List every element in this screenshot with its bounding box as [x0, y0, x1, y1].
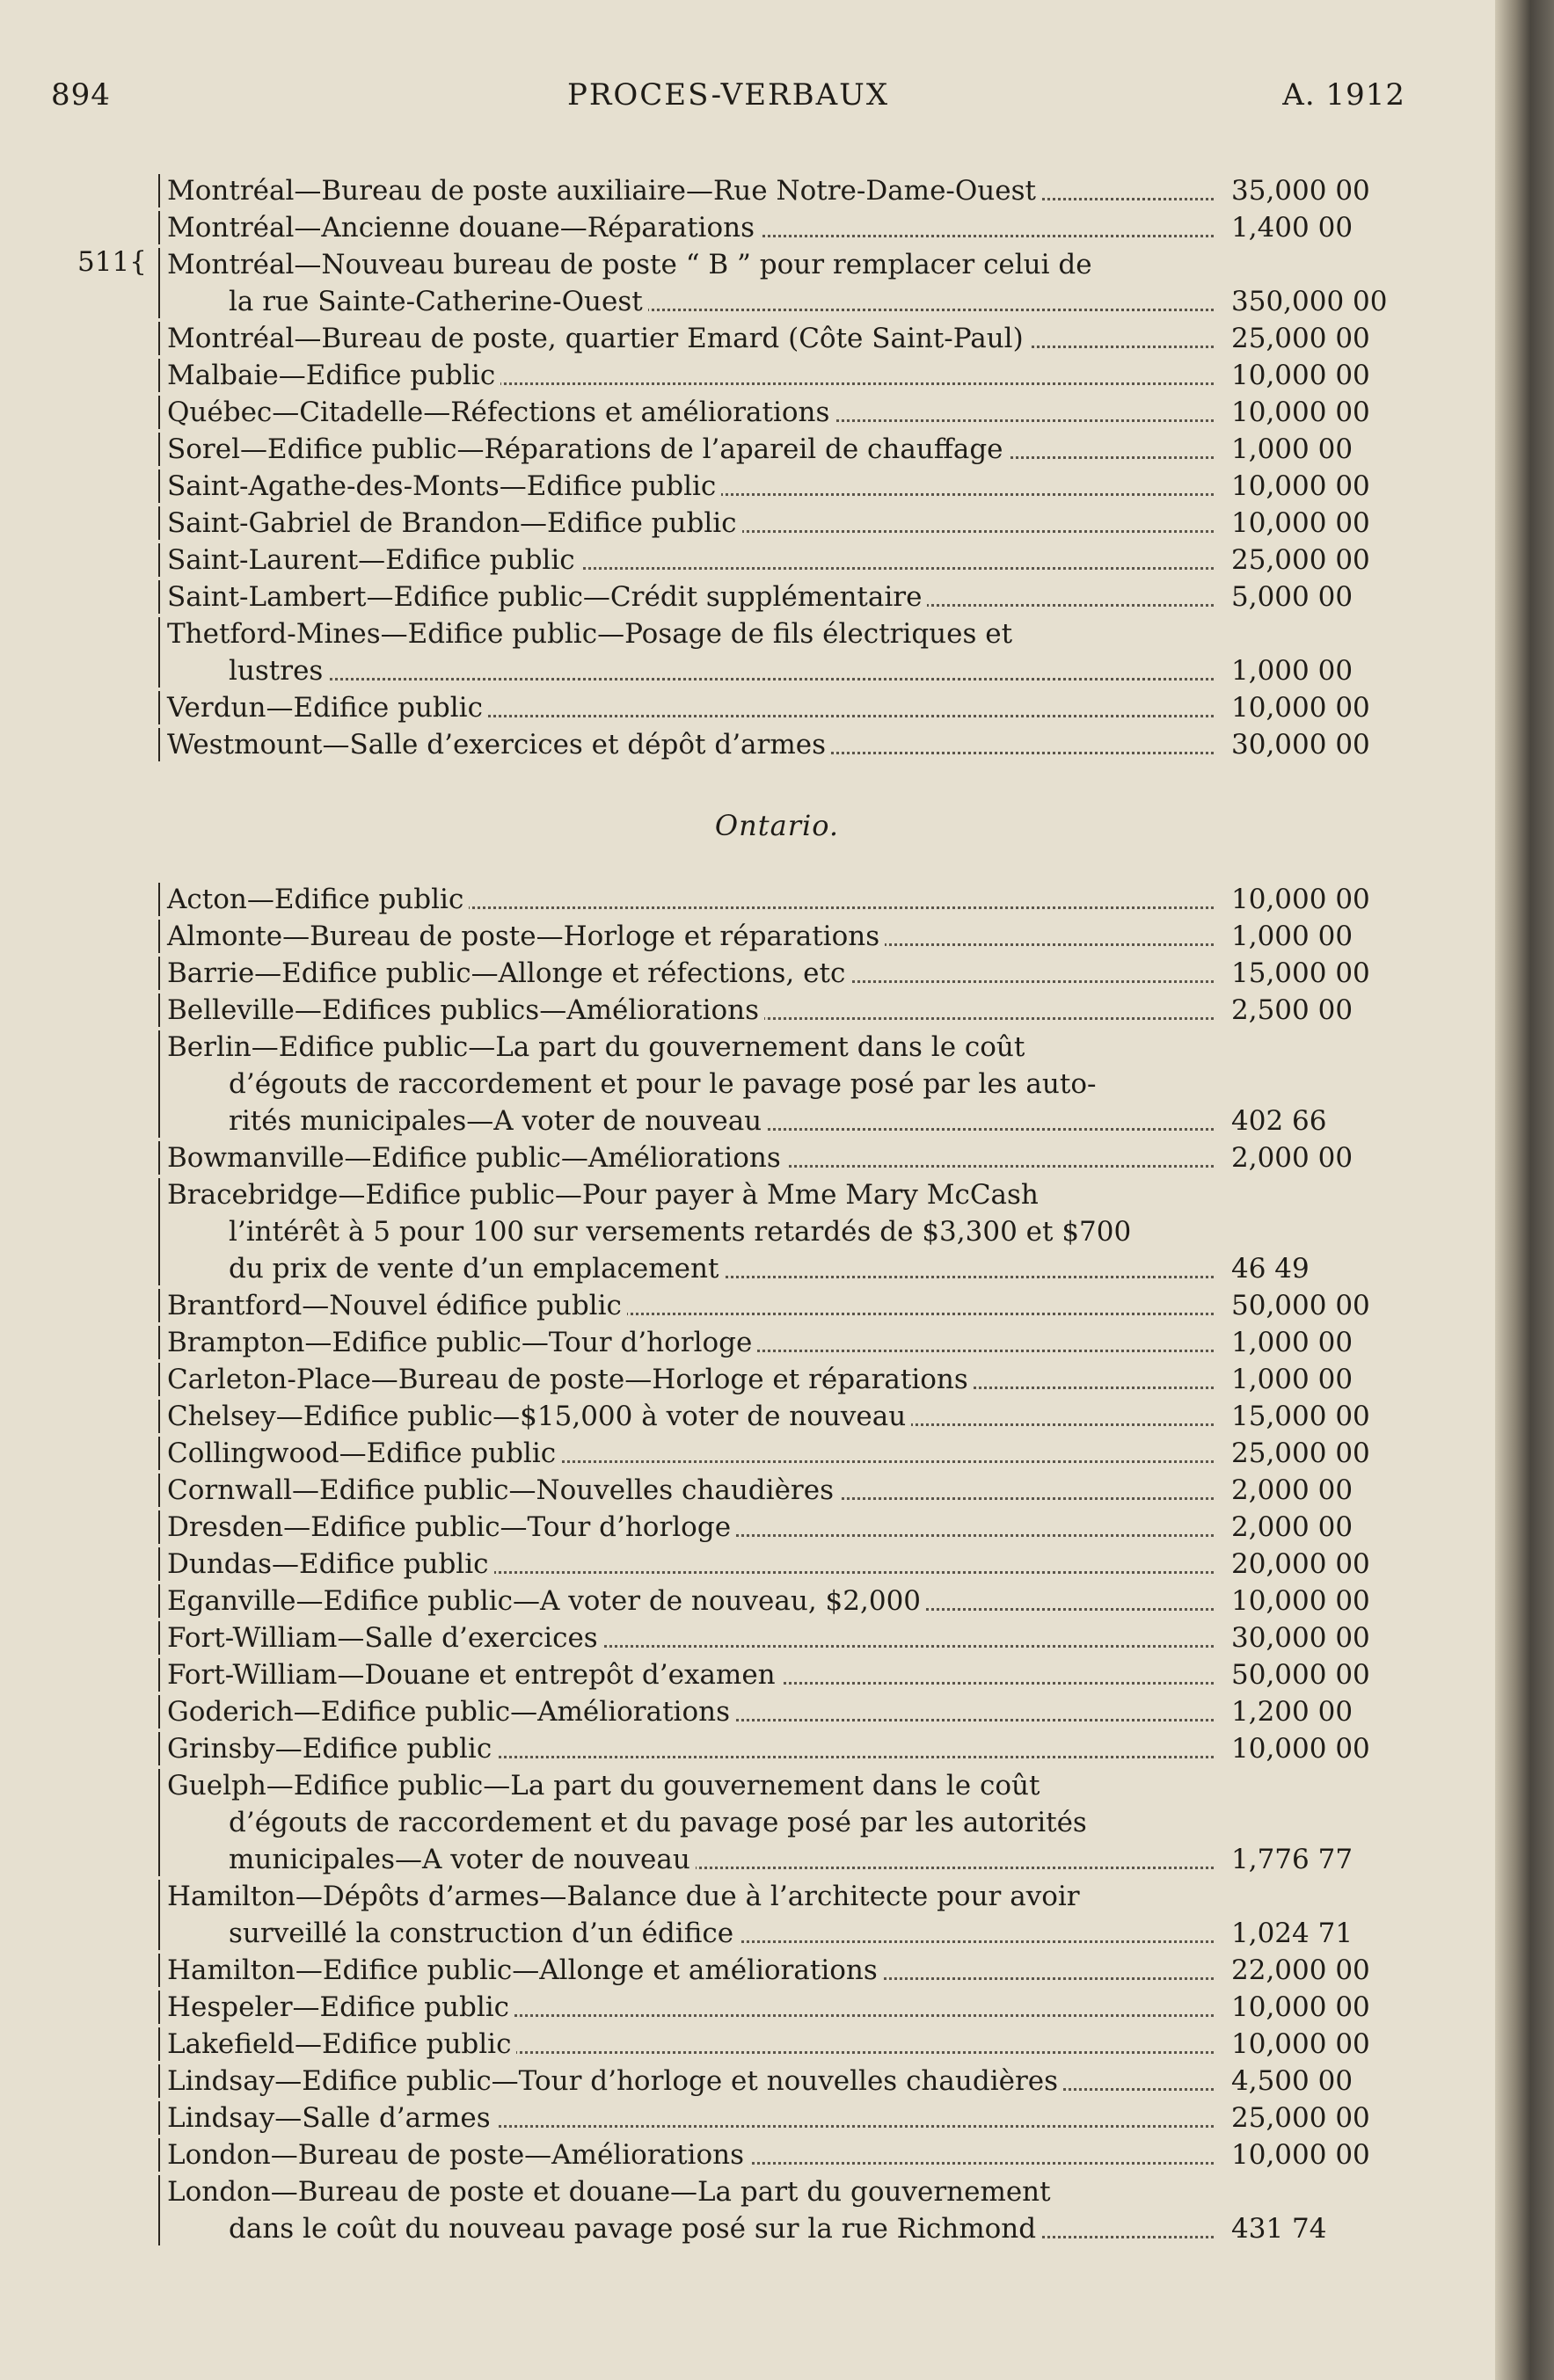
entry-amount: 2,500 00: [1224, 992, 1390, 1029]
entry-text: Lindsay—Edifice public—Tour d’horloge et nouvelles chaudières: [167, 2065, 1063, 2097]
entry-line: [167, 1361, 1390, 1398]
entry-text: Brantford—Nouvel édifice public: [167, 1290, 627, 1321]
ledger-entry: [167, 2136, 1390, 2173]
ledger-entry: [167, 1730, 1390, 1767]
entry-text: Lindsay—Salle d’armes: [167, 2102, 496, 2134]
entry-text: Grinsby—Edifice public: [167, 1733, 497, 1765]
entry-text: Westmount—Salle d’exercices et dépôt d’armes: [167, 729, 831, 761]
bracket-rule: [158, 2175, 160, 2245]
entry-line: [167, 2173, 1390, 2210]
entry-text: Belleville—Edifices publics—Améliorations: [167, 994, 764, 1026]
bracket-rule: [158, 396, 160, 429]
entry-line: [167, 2026, 1390, 2063]
entry-line: [167, 955, 1390, 992]
entry-text: Goderich—Edifice public—Améliorations: [167, 1696, 735, 1728]
ledger-entry: [167, 431, 1390, 468]
bracket-rule: [158, 506, 160, 540]
ledger-entry: [167, 2100, 1390, 2136]
entry-amount: 1,000 00: [1224, 1361, 1390, 1398]
bracket-rule: [158, 1732, 160, 1765]
entry-amount: 20,000 00: [1224, 1546, 1390, 1583]
bracket-rule: [158, 322, 160, 355]
entry-line: [167, 505, 1390, 542]
entry-text: la rue Sainte-Catherine-Ouest: [229, 286, 648, 317]
entry-line: [167, 1878, 1390, 1915]
bracket-rule: [158, 1769, 160, 1876]
entry-amount: 25,000 00: [1224, 542, 1390, 579]
ledger-entry: [167, 1139, 1390, 1176]
entry-text: Collingwood—Edifice public: [167, 1437, 561, 1469]
ledger-entry: [167, 1656, 1390, 1693]
ledger-entry: [167, 955, 1390, 992]
vote-number-label: 511: [77, 246, 130, 278]
bracket-rule: [158, 1510, 160, 1544]
entry-text: Hamilton—Dépôts d’armes—Balance due à l’architecte pour avoir: [167, 1881, 1085, 1912]
entry-line: [167, 1583, 1390, 1619]
bracket-rule: [158, 1141, 160, 1175]
entry-line: [167, 2210, 1390, 2247]
entry-text: lustres: [229, 655, 328, 687]
ledger-entry: [167, 394, 1390, 431]
entry-line: [167, 1915, 1390, 1952]
entry-text: Thetford-Mines—Edifice public—Posage de fils électriques et: [167, 618, 1018, 650]
bracket-rule: [158, 1289, 160, 1322]
ledger-entry: [167, 881, 1390, 918]
bracket-rule: [158, 1400, 160, 1433]
page-title: PROCES-VERBAUX: [566, 77, 890, 113]
entry-line: [167, 1619, 1390, 1656]
entry-amount: 1,000 00: [1224, 652, 1390, 689]
ledger-entry: [167, 468, 1390, 505]
entry-amount: 1,000 00: [1224, 1324, 1390, 1361]
entry-amount: 30,000 00: [1224, 726, 1390, 763]
bracket-rule: [158, 359, 160, 392]
entry-text: surveillé la construction d’un édifice: [229, 1918, 739, 1949]
entry-amount: 1,000 00: [1224, 431, 1390, 468]
entry-line: [167, 1546, 1390, 1583]
entry-amount: 10,000 00: [1224, 1989, 1390, 2026]
bracket-rule: [158, 1474, 160, 1507]
entry-text: Montréal—Bureau de poste, quartier Emard (Côte Saint-Paul): [167, 323, 1029, 354]
entry-text: Chelsey—Edifice public—$15,000 à voter de nouveau: [167, 1401, 911, 1432]
entry-amount: 2,000 00: [1224, 1472, 1390, 1509]
entry-line: [167, 394, 1390, 431]
entry-amount: 10,000 00: [1224, 2136, 1390, 2173]
bracket-rule: [158, 1658, 160, 1692]
bracket-rule: [158, 1954, 160, 1987]
entry-line: [167, 1213, 1390, 1250]
ledger-entry: [167, 1398, 1390, 1435]
bracket-rule: [158, 1584, 160, 1618]
ledger-entry: [167, 615, 1390, 689]
entry-text: Barrie—Edifice public—Allonge et réfections, etc: [167, 957, 850, 989]
ledger-entry: [167, 1878, 1390, 1952]
bracket-rule: [158, 1991, 160, 2024]
entry-line: [167, 918, 1390, 955]
ledger-entry: [167, 2173, 1390, 2247]
bracket-rule: [158, 2064, 160, 2098]
vote-number: [77, 246, 147, 278]
entry-amount: 2,000 00: [1224, 1139, 1390, 1176]
entry-text: l’intérêt à 5 pour 100 sur versements retardés de $3,300 et $700: [229, 1216, 1136, 1248]
entry-text: Malbaie—Edifice public: [167, 360, 500, 391]
entry-text: d’égouts de raccordement et pour le pavage posé par les auto-: [229, 1068, 1101, 1100]
entry-text: Verdun—Edifice public: [167, 692, 488, 724]
entry-text: Montréal—Bureau de poste auxiliaire—Rue Notre-Dame-Ouest: [167, 175, 1041, 207]
ledger-entry: [167, 1989, 1390, 2026]
entry-line: [167, 1472, 1390, 1509]
entry-amount: 50,000 00: [1224, 1287, 1390, 1324]
entry-line: [167, 542, 1390, 579]
entry-line: [167, 172, 1390, 209]
entry-amount: 15,000 00: [1224, 1398, 1390, 1435]
entry-text: Sorel—Edifice public—Réparations de l’apareil de chauffage: [167, 433, 1009, 465]
entry-line: [167, 283, 1390, 320]
bracket-rule: [158, 1621, 160, 1655]
entry-line: [167, 1841, 1390, 1878]
entry-line: [167, 1324, 1390, 1361]
entry-text: Dundas—Edifice public: [167, 1548, 494, 1580]
entry-text: rités municipales—A voter de nouveau: [229, 1105, 767, 1137]
entry-line: [167, 246, 1390, 283]
entry-line: [167, 1656, 1390, 1693]
brace-icon: {: [129, 246, 147, 278]
ledger-entry: [167, 1029, 1390, 1139]
entry-line: [167, 1066, 1390, 1103]
entry-line: [167, 1103, 1390, 1139]
bracket-rule: [158, 691, 160, 724]
bracket-rule: [158, 957, 160, 990]
bracket-rule: [158, 993, 160, 1027]
entry-text: Almonte—Bureau de poste—Horloge et réparations: [167, 921, 885, 952]
entry-text: dans le coût du nouveau pavage posé sur la rue Richmond: [229, 2213, 1041, 2245]
bracket-rule: [158, 728, 160, 761]
ledger-entry: [167, 357, 1390, 394]
ledger-entry: [167, 1324, 1390, 1361]
entry-line: [167, 726, 1390, 763]
ledger-entry: [167, 2063, 1390, 2100]
entry-amount: 15,000 00: [1224, 955, 1390, 992]
bracket-rule: [158, 174, 160, 207]
ledger-entry: [167, 246, 1390, 320]
ledger-entry: [167, 918, 1390, 955]
entry-text: Fort-William—Salle d’exercices: [167, 1622, 603, 1654]
entry-line: [167, 1139, 1390, 1176]
bracket-rule: [158, 543, 160, 577]
ledger-entry: [167, 1435, 1390, 1472]
entry-amount: 10,000 00: [1224, 689, 1390, 726]
entry-line: [167, 652, 1390, 689]
entry-amount: 10,000 00: [1224, 1583, 1390, 1619]
entry-text: Brampton—Edifice public—Tour d’horloge: [167, 1327, 757, 1358]
entry-amount: 35,000 00: [1224, 172, 1390, 209]
entry-line: [167, 431, 1390, 468]
bracket-rule: [158, 1178, 160, 1285]
section-title-ontario: Ontario.: [714, 809, 840, 842]
bracket-rule: [158, 617, 160, 688]
entry-amount: 2,000 00: [1224, 1509, 1390, 1546]
entry-amount: 10,000 00: [1224, 394, 1390, 431]
entry-line: [167, 2100, 1390, 2136]
entry-line: [167, 1767, 1390, 1804]
bracket-rule: [158, 920, 160, 953]
entry-text: Saint-Gabriel de Brandon—Edifice public: [167, 507, 742, 539]
entry-line: [167, 468, 1390, 505]
entry-line: [167, 1509, 1390, 1546]
entry-line: [167, 1435, 1390, 1472]
entry-text: Saint-Laurent—Edifice public: [167, 544, 580, 576]
entry-text: d’égouts de raccordement et du pavage posé par les autorités: [229, 1807, 1092, 1838]
ledger-entry: [167, 320, 1390, 357]
entry-text: Fort-William—Douane et entrepôt d’examen: [167, 1659, 781, 1691]
ledger-entry: [167, 1583, 1390, 1619]
entry-text: Hespeler—Edifice public: [167, 1991, 514, 2023]
entry-text: Bowmanville—Edifice public—Améliorations: [167, 1142, 786, 1174]
entry-line: [167, 2063, 1390, 2100]
entry-text: Montréal—Nouveau bureau de poste “ B ” pour remplacer celui de: [167, 249, 1098, 280]
ledger-entry: [167, 209, 1390, 246]
entry-line: [167, 1730, 1390, 1767]
bracket-rule: [158, 883, 160, 916]
entry-line: [167, 1952, 1390, 1989]
ledger-entry: [167, 172, 1390, 209]
entry-text: Lakefield—Edifice public: [167, 2028, 516, 2060]
entry-text: Hamilton—Edifice public—Allonge et améliorations: [167, 1954, 883, 1986]
entry-text: Saint-Agathe-des-Monts—Edifice public: [167, 470, 721, 502]
entry-text: Dresden—Edifice public—Tour d’horloge: [167, 1511, 736, 1543]
entry-amount: 10,000 00: [1224, 468, 1390, 505]
entry-amount: 431 74: [1224, 2210, 1390, 2247]
entry-line: [167, 209, 1390, 246]
entry-line: [167, 1176, 1390, 1213]
bracket-rule: [158, 2027, 160, 2061]
entry-amount: 5,000 00: [1224, 579, 1390, 615]
entry-line: [167, 1398, 1390, 1435]
entry-line: [167, 615, 1390, 652]
entry-line: [167, 357, 1390, 394]
entry-amount: 10,000 00: [1224, 881, 1390, 918]
entry-line: [167, 320, 1390, 357]
entry-amount: 25,000 00: [1224, 2100, 1390, 2136]
entry-amount: 50,000 00: [1224, 1656, 1390, 1693]
ledger-entry: [167, 2026, 1390, 2063]
ledger-entry: [167, 992, 1390, 1029]
bracket-rule: [158, 1695, 160, 1729]
entry-line: [167, 1989, 1390, 2026]
ledger-entry: [167, 542, 1390, 579]
ledger-entry: [167, 1619, 1390, 1656]
bracket-rule: [158, 580, 160, 614]
entry-amount: 1,776 77: [1224, 1841, 1390, 1878]
bracket-rule: [158, 1363, 160, 1396]
entry-text: Montréal—Ancienne douane—Réparations: [167, 212, 760, 244]
ledger-entry: [167, 1176, 1390, 1287]
entry-line: [167, 1250, 1390, 1287]
book-gutter: [1495, 0, 1554, 2380]
page-header: [51, 77, 1405, 121]
entry-line: [167, 579, 1390, 615]
bracket-rule: [158, 1547, 160, 1581]
ledger-entry: [167, 1952, 1390, 1989]
bracket-rule: [158, 1326, 160, 1359]
entry-amount: 10,000 00: [1224, 2026, 1390, 2063]
bracket-rule: [158, 2138, 160, 2172]
entry-line: [167, 1029, 1390, 1066]
ledger-entry: [167, 1693, 1390, 1730]
page-number: 894: [51, 77, 111, 113]
entry-text: Guelph—Edifice public—La part du gouvernement dans le coût: [167, 1770, 1045, 1801]
bracket-rule: [158, 248, 160, 318]
ledger-entry: [167, 1509, 1390, 1546]
ledger-entry: [167, 1546, 1390, 1583]
entry-line: [167, 992, 1390, 1029]
bracket-rule: [158, 1437, 160, 1470]
entry-amount: 10,000 00: [1224, 1730, 1390, 1767]
entry-amount: 1,200 00: [1224, 1693, 1390, 1730]
entry-text: Cornwall—Edifice public—Nouvelles chaudières: [167, 1474, 839, 1506]
entry-amount: 10,000 00: [1224, 357, 1390, 394]
entry-text: Berlin—Edifice public—La part du gouvernement dans le coût: [167, 1031, 1030, 1063]
entry-text: London—Bureau de poste—Améliorations: [167, 2139, 749, 2171]
entry-text: Carleton-Place—Bureau de poste—Horloge et réparations: [167, 1364, 974, 1395]
bracket-rule: [158, 469, 160, 503]
entry-amount: 25,000 00: [1224, 1435, 1390, 1472]
entry-amount: 10,000 00: [1224, 505, 1390, 542]
entry-text: Québec—Citadelle—Réfections et améliorations: [167, 397, 835, 428]
ledger-entry: [167, 1767, 1390, 1878]
entry-text: London—Bureau de poste et douane—La part du gouvernement: [167, 2176, 1056, 2208]
bracket-rule: [158, 1880, 160, 1950]
entry-text: Bracebridge—Edifice public—Pour payer à Mme Mary McCash: [167, 1179, 1044, 1211]
entry-amount: 1,024 71: [1224, 1915, 1390, 1952]
entry-amount: 30,000 00: [1224, 1619, 1390, 1656]
entry-amount: 1,000 00: [1224, 918, 1390, 955]
entry-amount: 46 49: [1224, 1250, 1390, 1287]
ledger-entry: [167, 1361, 1390, 1398]
entry-amount: 402 66: [1224, 1103, 1390, 1139]
ledger-entry: [167, 726, 1390, 763]
entry-amount: 350,000 00: [1224, 283, 1390, 320]
page-year: A. 1912: [1282, 77, 1405, 113]
entry-amount: 4,500 00: [1224, 2063, 1390, 2100]
entry-text: du prix de vente d’un emplacement: [229, 1253, 724, 1285]
entry-amount: 22,000 00: [1224, 1952, 1390, 1989]
ledger-entry: [167, 505, 1390, 542]
bracket-rule: [158, 433, 160, 466]
entry-line: [167, 1287, 1390, 1324]
entry-line: [167, 2136, 1390, 2173]
ledger-entry: [167, 689, 1390, 726]
entry-text: Eganville—Edifice public—A voter de nouveau, $2,000: [167, 1585, 926, 1617]
entry-text: municipales—A voter de nouveau: [229, 1844, 696, 1875]
bracket-rule: [158, 2101, 160, 2135]
entry-amount: 1,400 00: [1224, 209, 1390, 246]
bracket-rule: [158, 211, 160, 244]
ledger-entry: [167, 1472, 1390, 1509]
entry-line: [167, 689, 1390, 726]
ledger-entry: [167, 579, 1390, 615]
entry-text: Acton—Edifice public: [167, 884, 469, 915]
entry-line: [167, 881, 1390, 918]
entry-line: [167, 1693, 1390, 1730]
entry-line: [167, 1804, 1390, 1841]
bracket-rule: [158, 1030, 160, 1138]
ledger-entry: [167, 1287, 1390, 1324]
entry-amount: 25,000 00: [1224, 320, 1390, 357]
entry-text: Saint-Lambert—Edifice public—Crédit supplémentaire: [167, 581, 927, 613]
